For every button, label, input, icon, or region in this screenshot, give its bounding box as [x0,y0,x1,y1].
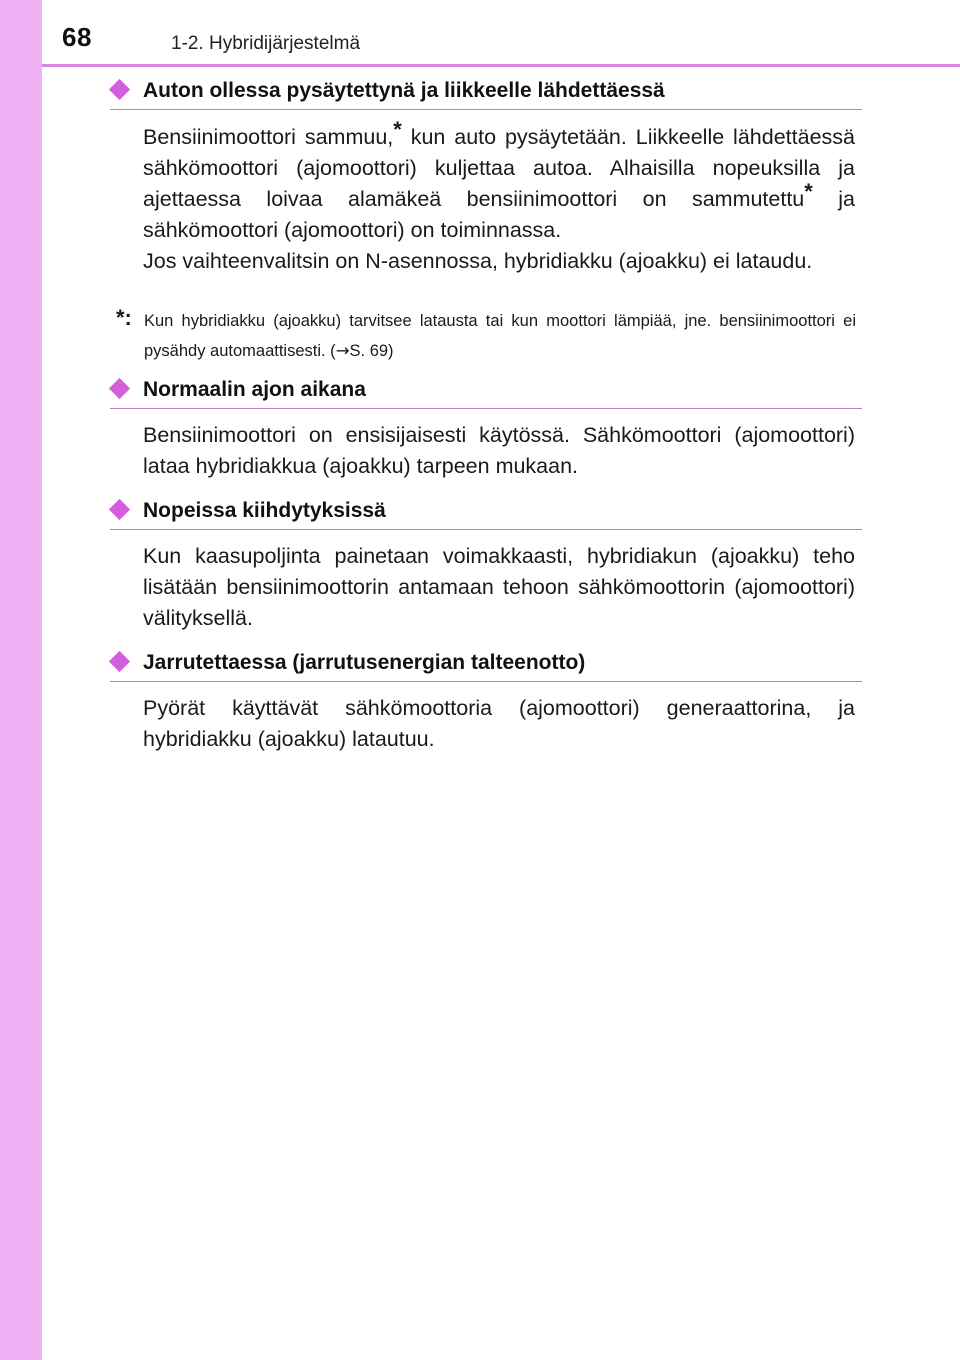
arrow-right-icon: → [335,341,350,360]
footnote-text: Kun hybridiakku (ajoakku) tarvitsee latausta tai kun moottori lämpiää, jne. bensiinimoottori ei pysähdy automaattisesti. ( [144,312,856,360]
section-title: Auton ollessa pysäytettynä ja liikkeelle lähdettäessä [143,79,665,102]
page-number: 68 [62,22,92,52]
diamond-bullet-icon [109,79,130,100]
paragraph-text: Bensiinimoottori on ensisijaisesti käytössä. Sähkömoottori (ajomoottori) lataa hybridiakkua (ajoakku) tarpeen mukaan. [143,423,855,478]
page-reference-link[interactable]: S. 69) [349,342,394,360]
paragraph-text: Bensiinimoottori sammuu, [143,125,394,149]
chapter-title: 1-2. Hybridijärjestelmä [171,33,361,54]
section-heading-stopped [110,75,862,110]
paragraph-text: Pyörät käyttävät sähkömoottoria (ajomoottori) generaattorina, ja hybridiakku (ajoakku) latautuu. [143,696,855,751]
section-title: Normaalin ajon aikana [143,378,366,401]
footnote-asterisk: * [804,178,813,204]
page-header [0,0,960,66]
section-title: Jarrutettaessa (jarrutusenergian talteenotto) [143,651,586,674]
paragraph-neutral [143,246,855,277]
diamond-bullet-icon [109,378,130,399]
section-heading-braking [110,647,862,682]
footnote-asterisk: * [393,116,402,142]
footnote-marker: *: [116,305,132,330]
paragraph-text: Kun kaasupoljinta painetaan voimakkaasti, hybridiakun (ajoakku) teho lisätään bensiinimoottorin antamaan tehoon sähkömoottorin (ajomoottori) välityksellä. [143,544,855,630]
diamond-bullet-icon [109,499,130,520]
paragraph-text: kun auto pysäytetään. Liikkeelle lähdettäessä sähkömoottori (ajomoottori) kuljettaa autoa. Alhaisilla nopeuksilla ja ajettaessa loivaa alamäkeä bensiinimoottori on sammutettu [143,125,855,211]
section-heading-acceleration [110,495,862,530]
section-heading-normal [110,374,862,409]
paragraph-text: ja sähkömoottori (ajomoottori) on toiminnassa. [143,187,855,242]
diamond-bullet-icon [109,651,130,672]
footnote [116,307,856,366]
header-divider [42,64,960,67]
paragraph-braking [143,693,855,755]
side-color-strip [0,0,42,1360]
paragraph-text: Jos vaihteenvalitsin on N-asennossa, hybridiakku (ajoakku) ei lataudu. [143,249,813,273]
paragraph-acceleration [143,541,855,634]
paragraph-normal [143,420,855,482]
section-title: Nopeissa kiihdytyksissä [143,499,386,522]
paragraph-stopped [143,116,855,246]
